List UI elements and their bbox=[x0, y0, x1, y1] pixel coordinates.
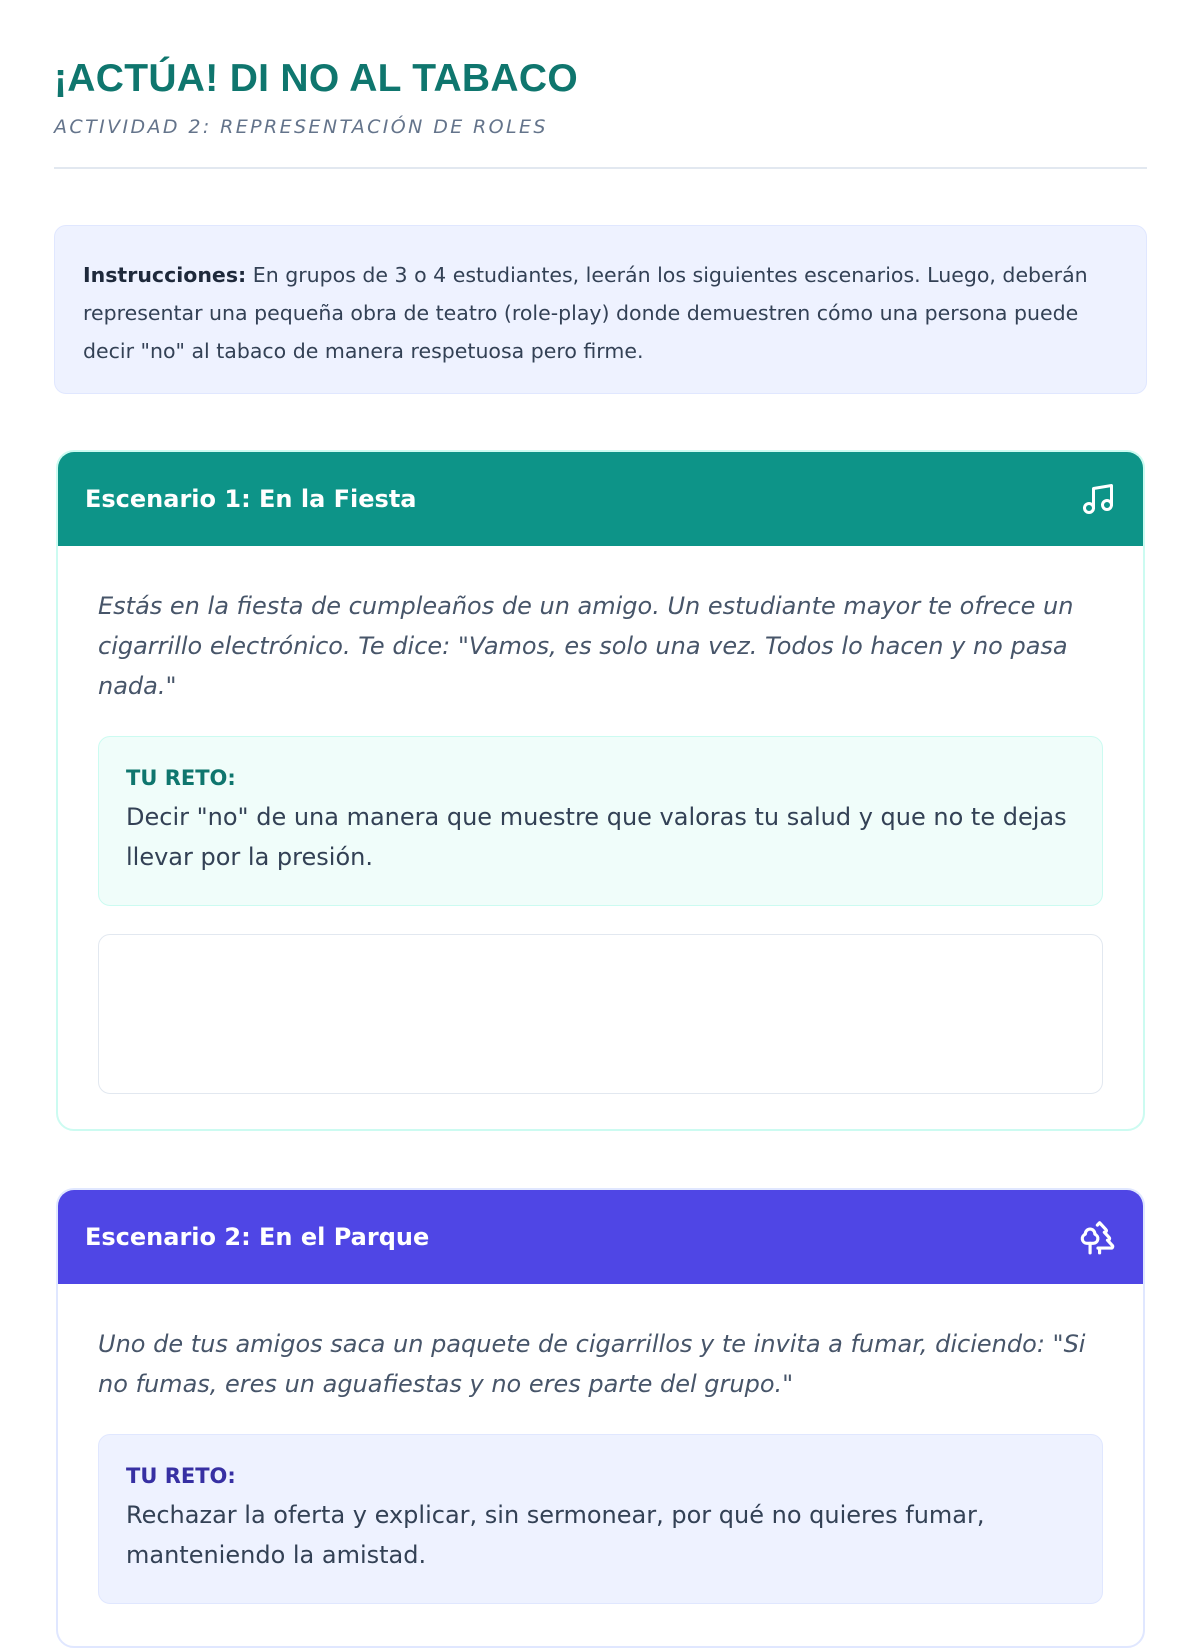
challenge-box-1 bbox=[98, 736, 1103, 906]
scenario-card-2 bbox=[56, 1188, 1145, 1648]
scenario-header-2 bbox=[58, 1190, 1143, 1284]
challenge-box-2 bbox=[98, 1434, 1103, 1604]
header-divider bbox=[54, 167, 1147, 169]
scenario-body-1 bbox=[58, 546, 1143, 1094]
challenge-text-1: Decir "no" de una manera que muestre que valoras tu salud y que no te dejas llevar por la presión. bbox=[126, 803, 1067, 871]
answer-area-1[interactable] bbox=[98, 934, 1103, 1094]
challenge-text-2: Rechazar la oferta y explicar, sin sermonear, por qué no quieres fumar, manteniendo la amistad. bbox=[126, 1501, 985, 1569]
trees-icon bbox=[1079, 1218, 1117, 1256]
scenario-card-1 bbox=[56, 450, 1145, 1131]
instructions-label: Instrucciones: bbox=[83, 263, 247, 287]
scenario-body-2 bbox=[58, 1284, 1143, 1604]
scenario-title-1: Escenario 1: En la Fiesta bbox=[85, 485, 417, 513]
scenario-title-2: Escenario 2: En el Parque bbox=[85, 1223, 430, 1251]
scenario-description-1: Estás en la fiesta de cumpleaños de un amigo. Un estudiante mayor te ofrece un cigarrillo electrónico. Te dice: "Vamos, es solo una vez. Todos lo hacen y no pasa nada." bbox=[98, 592, 1074, 700]
instructions-text: En grupos de 3 o 4 estudiantes, leerán los siguientes escenarios. Luego, deberán representar una pequeña obra de teatro (role-play) donde demuestren cómo una persona puede decir "no" al tabaco de manera respetuosa pero firme. bbox=[83, 263, 1088, 363]
page-title: ¡ACTÚA! DI NO AL TABACO bbox=[54, 57, 578, 100]
music-note-icon bbox=[1079, 480, 1117, 518]
instructions-box bbox=[54, 225, 1147, 394]
page-subtitle: ACTIVIDAD 2: REPRESENTACIÓN DE ROLES bbox=[54, 116, 548, 138]
challenge-label-2: TU RETO: bbox=[126, 1464, 236, 1488]
scenario-header-1 bbox=[58, 452, 1143, 546]
challenge-label-1: TU RETO: bbox=[126, 766, 236, 790]
scenario-description-2: Uno de tus amigos saca un paquete de cigarrillos y te invita a fumar, diciendo: "Si no fumas, eres un aguafiestas y no eres parte del grupo." bbox=[98, 1330, 1086, 1398]
